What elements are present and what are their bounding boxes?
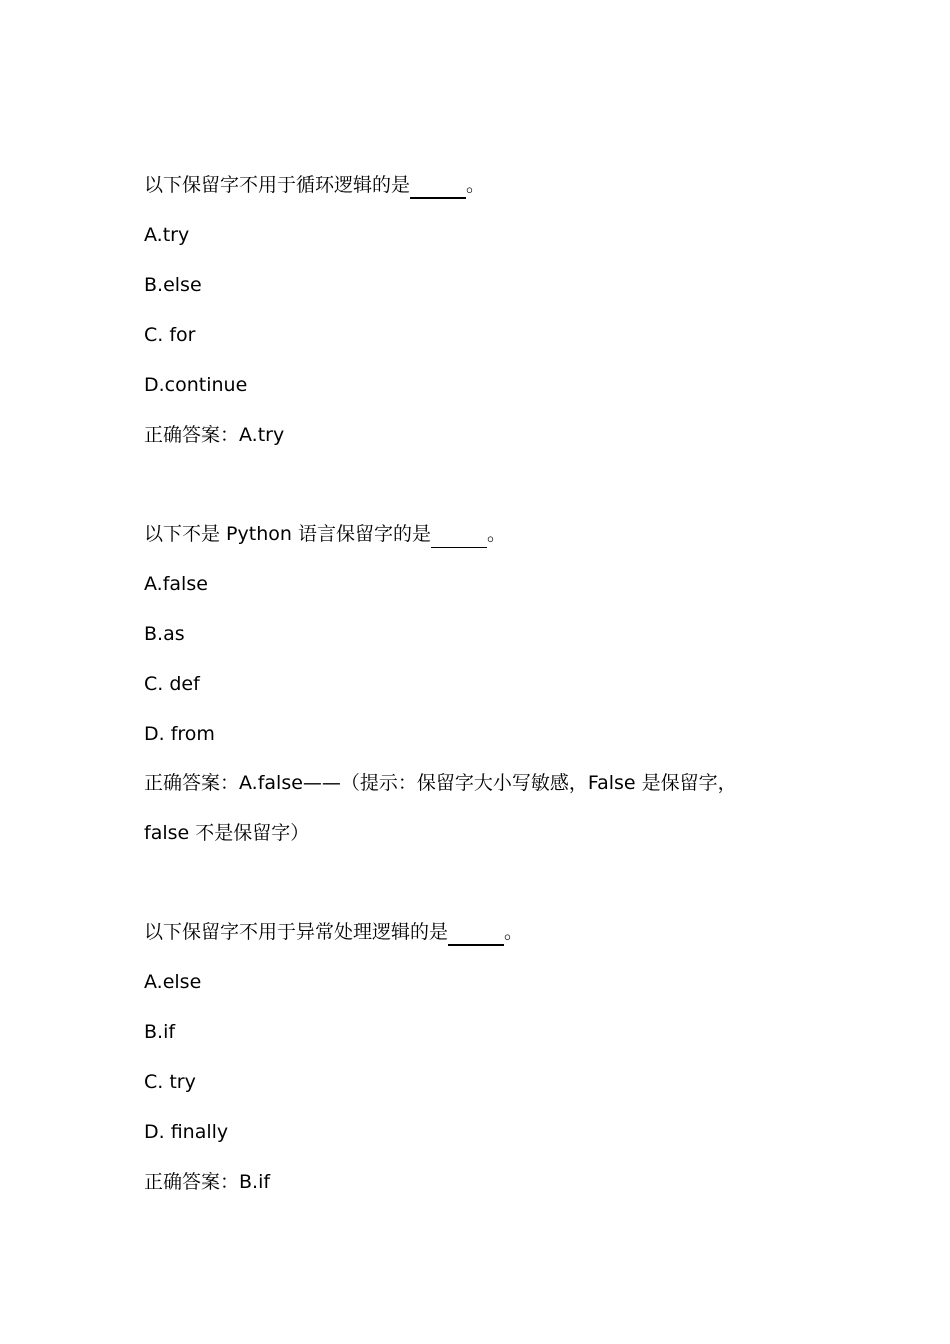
- question-2-option-b: B.as: [144, 623, 185, 645]
- question-3-option-b: B.if: [144, 1021, 176, 1043]
- question-2-option-d: D. from: [144, 723, 215, 745]
- question-2-stem: [144, 520, 506, 548]
- question-3-option-c: C. try: [144, 1071, 196, 1093]
- question-1-text: 以下保留字不用于循环逻辑的是: [144, 174, 411, 196]
- question-1-period: 。: [466, 174, 486, 196]
- question-3-blank: [448, 922, 504, 946]
- question-2-period: 。: [486, 523, 506, 545]
- question-2-answer-continued: false 不是保留字）: [144, 822, 310, 844]
- question-2-option-a: A.false: [144, 573, 208, 595]
- question-3-text: 以下保留字不用于异常处理逻辑的是: [144, 921, 449, 943]
- question-1-option-c: C. for: [144, 324, 196, 346]
- question-3-period: 。: [504, 921, 524, 943]
- question-2-blank: [431, 525, 487, 548]
- question-1-stem: [144, 171, 485, 199]
- question-2-text: 以下不是 Python 语言保留字的是: [144, 523, 431, 545]
- question-1-option-b: B.else: [144, 274, 202, 296]
- question-3-option-a: A.else: [144, 971, 202, 993]
- question-1-answer: 正确答案：A.try: [144, 424, 285, 446]
- question-3-stem: [144, 918, 523, 946]
- question-3-answer: 正确答案：B.if: [144, 1171, 271, 1193]
- question-1-option-d: D.continue: [144, 374, 248, 396]
- question-2-option-c: C. def: [144, 673, 200, 695]
- question-3-option-d: D. finally: [144, 1121, 229, 1143]
- question-1-option-a: A.try: [144, 224, 190, 246]
- question-2-answer: 正确答案：A.false——（提示：保留字大小写敏感，False 是保留字，: [144, 772, 737, 794]
- question-1-blank: [410, 175, 466, 199]
